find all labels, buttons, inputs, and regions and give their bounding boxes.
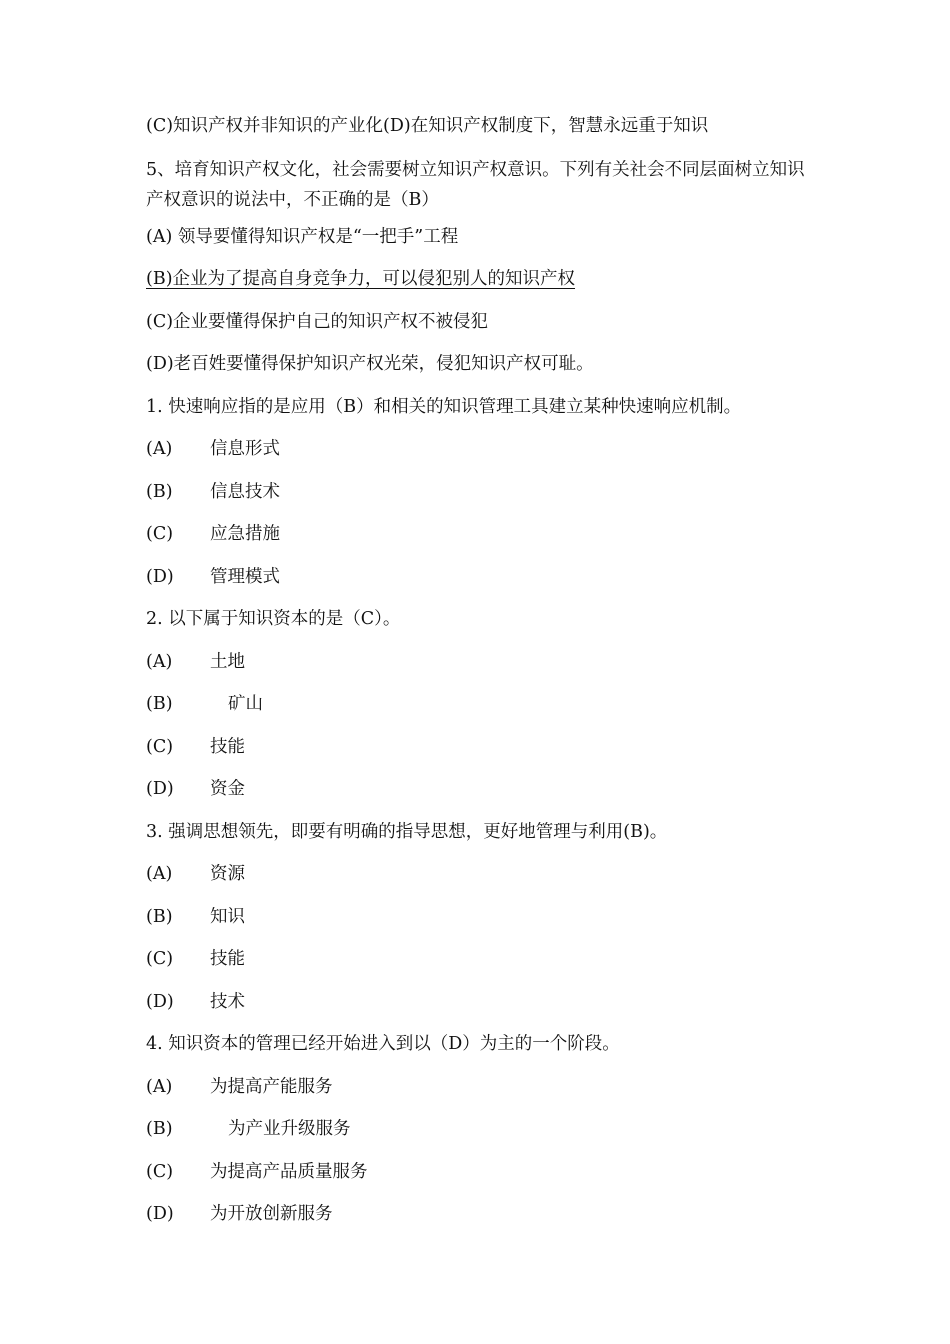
option-text: 技能 (210, 737, 245, 757)
option-text: 管理模式 (210, 567, 280, 587)
question-3-option-b (146, 904, 245, 930)
option-label: (A) (146, 439, 173, 459)
option-text: 为开放创新服务 (210, 1204, 333, 1224)
question-4-option-a (146, 1074, 333, 1100)
question-1-option-d (146, 564, 280, 590)
question-3-option-c (146, 946, 245, 972)
option-text: 资金 (210, 779, 245, 799)
option-text: 矿山 (228, 694, 263, 714)
question-4-option-b (146, 1116, 351, 1142)
option-text: 技能 (210, 949, 245, 969)
question-5-option-a: (A) 领导要懂得知识产权是“一把手”工程 (146, 227, 459, 247)
option-label: (C) (146, 737, 174, 757)
option-label: (B) (146, 907, 173, 927)
option-text: 资源 (210, 864, 245, 884)
option-label: (D) (146, 779, 174, 799)
question-5-option-b: (B)企业为了提高自身竞争力，可以侵犯别人的知识产权 (146, 269, 576, 289)
question-2-option-b (146, 691, 263, 717)
option-label: (D) (146, 1204, 174, 1224)
option-label: (D) (146, 567, 174, 587)
option-label: (C) (146, 949, 174, 969)
option-label: (B) (146, 482, 173, 502)
option-text: 为提高产品质量服务 (210, 1162, 368, 1182)
option-label: (A) (146, 864, 173, 884)
option-label: (D) (146, 992, 174, 1012)
question-5-stem: 5、培育知识产权文化，社会需要树立知识产权意识。下列有关社会不同层面树立知识产权意识的说法中，不正确的是（B） (146, 160, 805, 210)
option-text: 为产业升级服务 (228, 1119, 351, 1139)
option-text: 技术 (210, 992, 245, 1012)
question-2-option-c (146, 734, 245, 760)
option-label: (B) (146, 694, 173, 714)
question-1-stem: 1. 快速响应指的是应用（B）和相关的知识管理工具建立某种快速响应机制。 (146, 397, 742, 417)
question-5-option-c: (C)企业要懂得保护自己的知识产权不被侵犯 (146, 312, 489, 332)
question-4-option-d (146, 1201, 333, 1227)
option-text: 信息形式 (210, 439, 280, 459)
question-2-option-a (146, 649, 245, 675)
question-1-option-c (146, 521, 280, 547)
question-2-option-d (146, 776, 245, 802)
question-3-option-a (146, 861, 245, 887)
option-text: 信息技术 (210, 482, 280, 502)
question-1-option-b (146, 479, 280, 505)
option-label: (C) (146, 1162, 174, 1182)
question-3-option-d (146, 989, 245, 1015)
option-label: (A) (146, 1077, 173, 1097)
option-label: (A) (146, 652, 173, 672)
question-4-option-c (146, 1159, 368, 1185)
option-label: (B) (146, 1119, 173, 1139)
option-text: 应急措施 (210, 524, 280, 544)
option-text: 知识 (210, 907, 245, 927)
question-3-stem: 3. 强调思想领先，即要有明确的指导思想，更好地管理与利用(B)。 (146, 822, 668, 842)
question-5-option-d: (D)老百姓要懂得保护知识产权光荣，侵犯知识产权可耻。 (146, 354, 594, 374)
question-4-stem: 4. 知识资本的管理已经开始进入到以（D）为主的一个阶段。 (146, 1034, 620, 1054)
question-2-stem: 2. 以下属于知识资本的是（C）。 (146, 609, 401, 629)
option-label: (C) (146, 524, 174, 544)
question-1-option-a (146, 436, 280, 462)
option-line-cd: (C)知识产权并非知识的产业化(D)在知识产权制度下，智慧永远重于知识 (146, 116, 709, 136)
option-text: 土地 (210, 652, 245, 672)
option-text: 为提高产能服务 (210, 1077, 333, 1097)
